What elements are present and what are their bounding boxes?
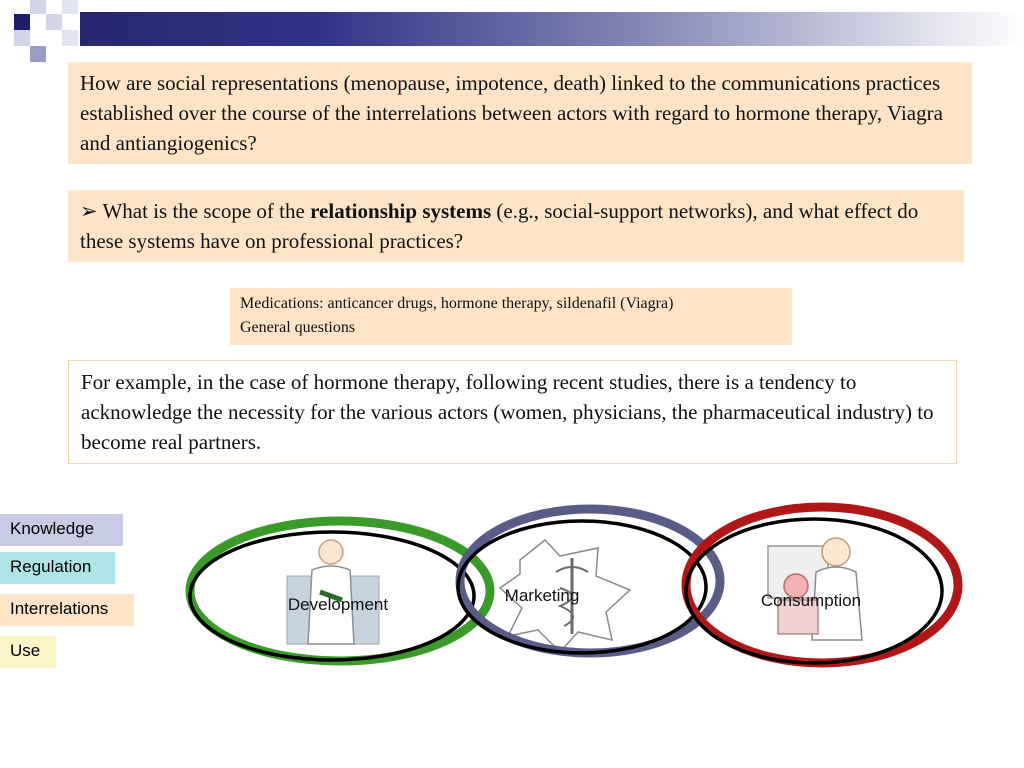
legend-regulation: Regulation (0, 552, 115, 584)
research-question-text: How are social representations (menopause, impotence, death) linked to the communications practices established over the course of the interrelations between actors with regard to hormone therapy, Viagra and antiangiogenics? (80, 71, 943, 155)
sub-question-emphasis: relationship systems (310, 199, 492, 223)
sub-question-text-end: (e.g., social-support networks), and what effect do these systems have on professional practices? (80, 199, 919, 253)
legend-knowledge: Knowledge (0, 514, 123, 546)
legend-interrelations: Interrelations (0, 594, 134, 626)
doctor-illustration (287, 540, 379, 644)
marketing-label: Marketing (504, 586, 580, 605)
example-text: For example, in the case of hormone therapy, following recent studies, there is a tendency to acknowledge the necessity for the various actors (women, physicians, the pharmaceutical industry) to become real partners. (81, 370, 934, 454)
sub-question-text-start: What is the scope of the (102, 199, 311, 223)
legend-use: Use (0, 636, 56, 668)
general-questions-line: General questions (240, 319, 356, 336)
physician-patient-illustration (768, 538, 862, 640)
consumption-label: Consumption (760, 591, 862, 610)
bullet-arrow-icon: ➢ (80, 199, 98, 223)
medications-note-line: Medications: anticancer drugs, hormone therapy, sildenafil (Viagra) (240, 295, 674, 312)
development-label: Development (287, 595, 389, 614)
